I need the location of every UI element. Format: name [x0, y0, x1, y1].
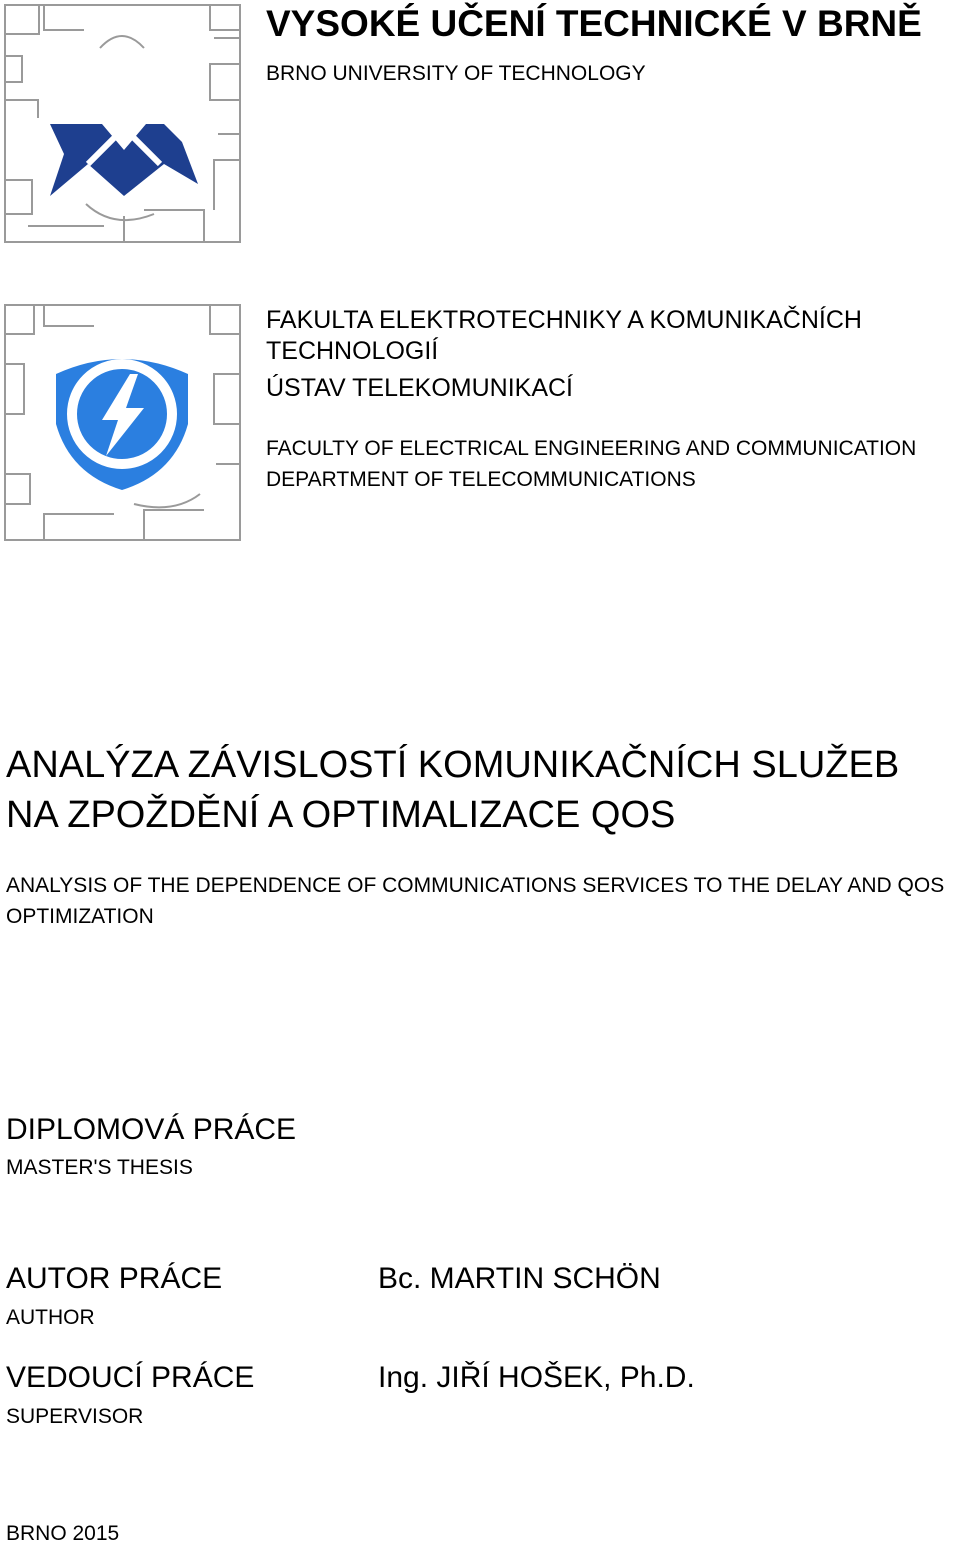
- supervisor-name: Ing. JIŘÍ HOŠEK, Ph.D.: [378, 1361, 695, 1394]
- author-name: Bc. MARTIN SCHÖN: [378, 1262, 661, 1295]
- vut-emblem-icon: [50, 124, 198, 196]
- city-year: BRNO 2015: [6, 1522, 120, 1545]
- supervisor-label-cz: VEDOUCÍ PRÁCE: [6, 1361, 255, 1394]
- author-label-en: AUTHOR: [6, 1306, 95, 1329]
- thesis-type-cz: DIPLOMOVÁ PRÁCE: [6, 1113, 297, 1146]
- faculty-name-en: FACULTY OF ELECTRICAL ENGINEERING AND COMMUNICATION: [266, 437, 917, 460]
- author-label-cz: AUTOR PRÁCE: [6, 1262, 223, 1295]
- faculty-name-cz: FAKULTA ELEKTROTECHNIKY A KOMUNIKAČNÍCH TECHNOLOGIÍ: [266, 306, 862, 365]
- department-name-cz: ÚSTAV TELEKOMUNIKACÍ: [266, 374, 574, 402]
- faculty-logo: [4, 304, 242, 542]
- faculty-info-en: [266, 433, 956, 495]
- thesis-type-en: MASTER'S THESIS: [6, 1156, 193, 1179]
- supervisor-label-en: SUPERVISOR: [6, 1405, 144, 1428]
- university-name-cz: VYSOKÉ UČENÍ TECHNICKÉ V BRNĚ: [266, 3, 922, 44]
- university-logo: [4, 4, 242, 244]
- thesis-title-cz: ANALÝZA ZÁVISLOSTÍ KOMUNIKAČNÍCH SLUŽEB NA ZPOŽDĚNÍ A OPTIMALIZACE QOS: [6, 744, 900, 836]
- university-name-en: BRNO UNIVERSITY OF TECHNOLOGY: [266, 62, 646, 85]
- department-name-en: DEPARTMENT OF TELECOMMUNICATIONS: [266, 468, 696, 491]
- thesis-title-en: ANALYSIS OF THE DEPENDENCE OF COMMUNICATIONS SERVICES TO THE DELAY AND QOS OPTIMIZATION: [6, 874, 945, 928]
